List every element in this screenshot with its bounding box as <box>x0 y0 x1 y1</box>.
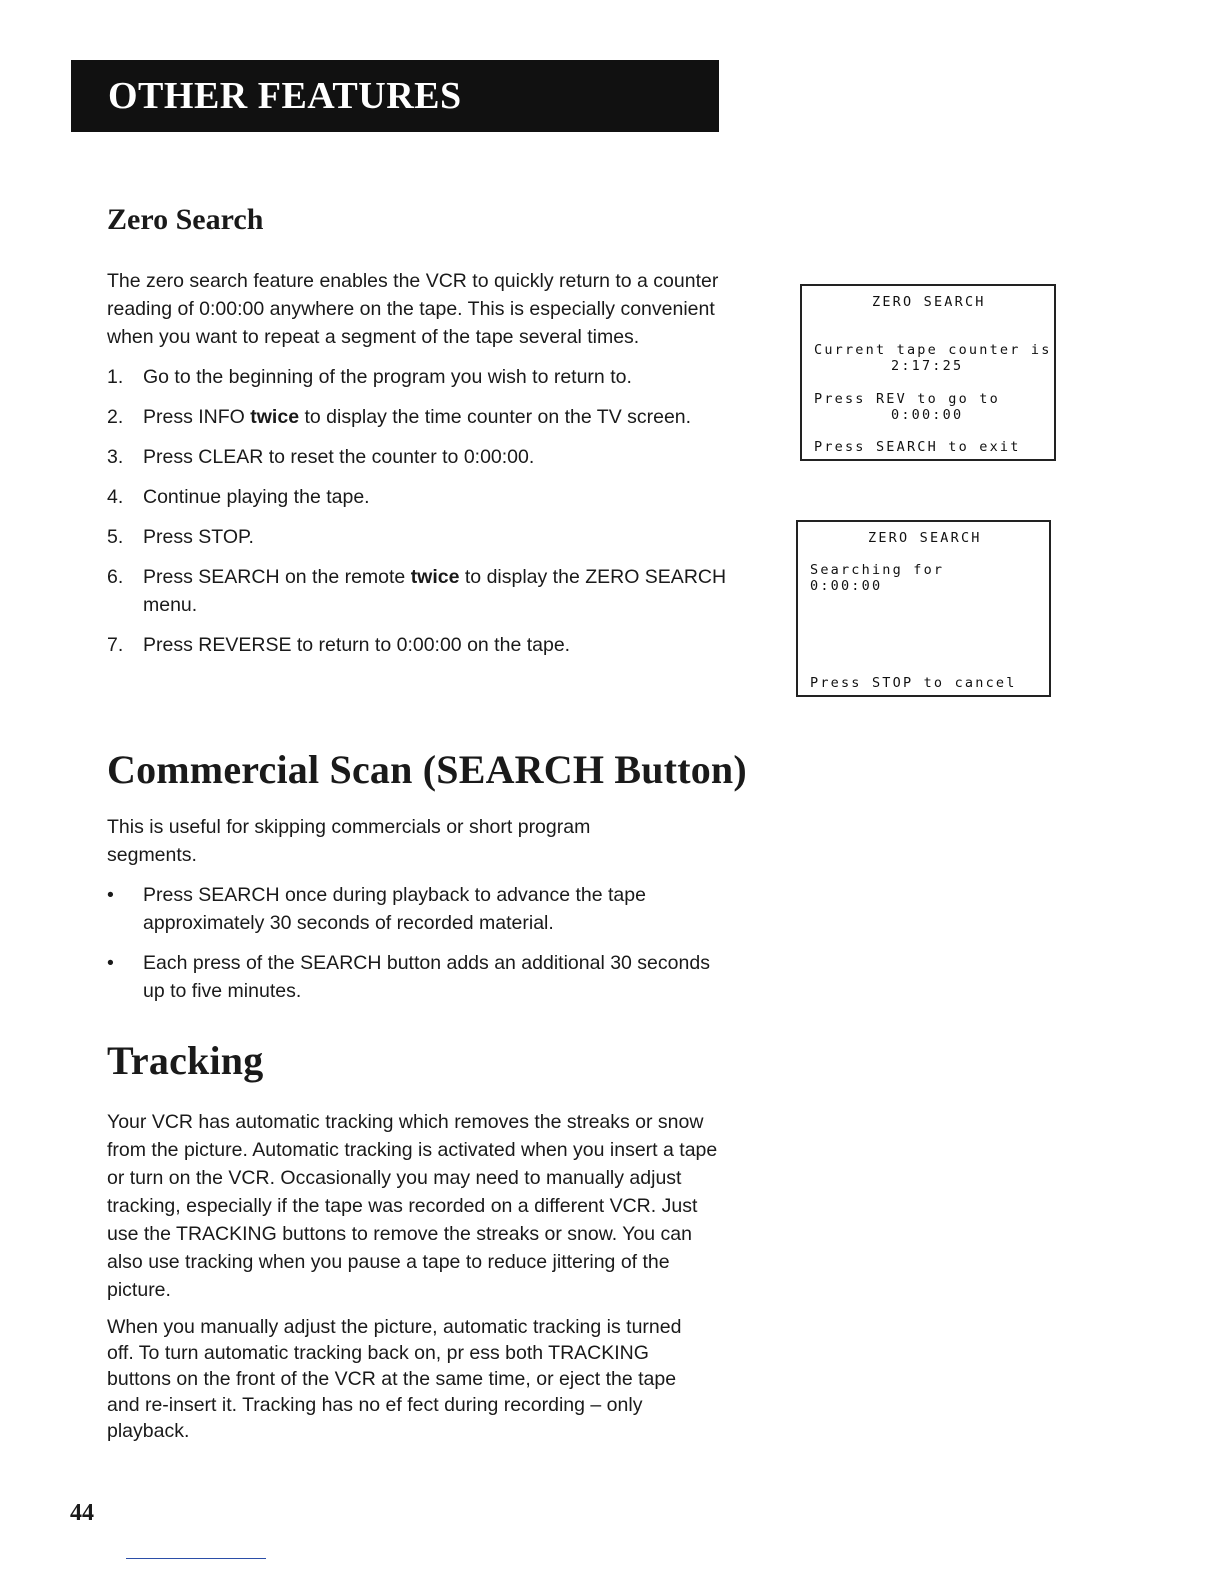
commercial-scan-intro: This is useful for skipping commercials or short program segments. <box>107 816 591 866</box>
osd-searching-screen <box>796 520 1051 697</box>
commercial-scan-heading: Commercial Scan (SEARCH Button) <box>107 747 747 792</box>
osd-zero-search-screen <box>800 284 1056 461</box>
osd-target-value: 0:00:00 <box>810 578 883 594</box>
osd-exit-instruction: Press SEARCH to exit <box>814 439 1021 455</box>
tracking-section <box>107 1037 725 1444</box>
zero-search-steps <box>107 363 737 659</box>
section-header-bar <box>71 60 719 132</box>
osd-counter-value: 2:17:25 <box>891 358 964 374</box>
osd-searching-label: Searching for <box>810 562 945 578</box>
commercial-scan-section <box>107 746 767 1005</box>
step-item: 5. Press STOP. <box>107 526 254 548</box>
tracking-paragraph-1: Your VCR has automatic tracking which removes the streaks or snow from the picture. Automatic tracking is activated when you insert a tape or turn on the VCR. Occasionally you may need to manually adjust tracking, especially if the tape was recorded on a different VCR. Just use the TRACKING buttons to remove the streaks or snow. You can also use tracking when you pause a tape to reduce jittering of the picture. <box>107 1111 718 1301</box>
zero-search-heading: Zero Search <box>107 203 264 236</box>
step-item: 6. Press SEARCH on the remote twice to display the ZERO SEARCH menu. <box>107 566 727 616</box>
zero-search-section <box>107 203 737 659</box>
osd-title: ZERO SEARCH <box>872 294 986 310</box>
step-item: 3. Press CLEAR to reset the counter to 0:00:00. <box>107 446 535 468</box>
step-item: 1. Go to the beginning of the program you wish to return to. <box>107 366 632 388</box>
footer-rule <box>126 1558 266 1559</box>
osd-title: ZERO SEARCH <box>868 530 982 546</box>
zero-search-intro: The zero search feature enables the VCR to quickly return to a counter reading of 0:00:00 anywhere on the tape. This is especially convenient when you want to repeat a segment of the tape several times. <box>107 270 719 348</box>
tracking-heading: Tracking <box>107 1038 264 1083</box>
step-item: 4. Continue playing the tape. <box>107 486 370 508</box>
osd-rev-target: 0:00:00 <box>891 407 964 423</box>
bullet-item: • Each press of the SEARCH button adds an additional 30 seconds up to five minutes. <box>107 952 710 1002</box>
bullet-item: • Press SEARCH once during playback to advance the tape approximately 30 seconds of recorded material. <box>107 884 646 934</box>
step-item: 7. Press REVERSE to return to 0:00:00 on the tape. <box>107 634 571 656</box>
section-title: OTHER FEATURES <box>108 75 462 117</box>
commercial-scan-bullets <box>107 881 727 1005</box>
osd-cancel-instruction: Press STOP to cancel <box>810 675 1017 691</box>
page-number: 44 <box>70 1500 94 1526</box>
osd-rev-instruction: Press REV to go to <box>814 391 1000 407</box>
step-item: 2. Press INFO twice to display the time counter on the TV screen. <box>107 406 692 428</box>
osd-counter-label: Current tape counter is <box>814 342 1052 358</box>
tracking-paragraph-2: When you manually adjust the picture, automatic tracking is turned off. To turn automatic tracking back on, pr ess both TRACKING buttons on the front of the VCR at the same time, or eject the tape and re-insert it. Tracking has no ef fect during recording – only playback. <box>107 1316 682 1442</box>
